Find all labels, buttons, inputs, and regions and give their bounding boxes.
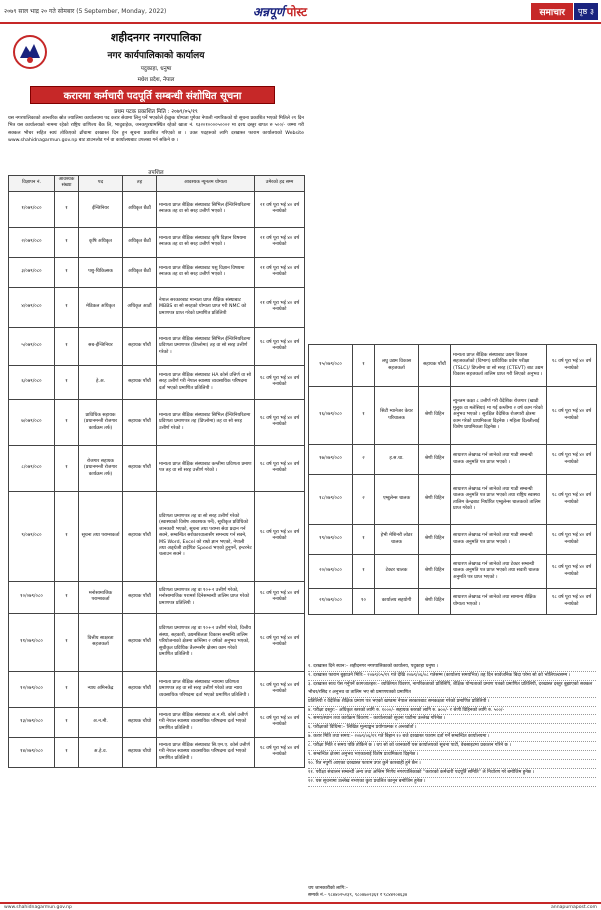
cell-level: सहायक पाँचौं [123,365,157,399]
cell-age-limit: १८ वर्ष पूरा भई ४० वर्ष ननाघेको [547,589,597,615]
cell-age-limit: १८ वर्ष पूरा भई ४० वर्ष ननाघेको [547,525,597,555]
cell-qualification: मान्यता प्राप्त शैक्षिक संस्थाबाट सि.एम.ए. कोर्स उत्तीर्ण गरी नेपाल स्वास्थ्य व्यवसायिक परिषदमा दर्ता भएको प्रमाणित प्रतिलिपी । [157,737,255,767]
cell-level: सहायक पाँचौं [123,491,157,581]
cell-age-limit: २१ वर्ष पूरा भई ४० वर्ष ननाघेको [255,227,305,257]
cell-ad-no: ३/०७९/०८० [9,257,55,287]
contact-info [308,885,596,899]
cell-count: १ [353,387,375,445]
masthead [0,0,601,24]
cell-post: कृषि अधिकृत [79,227,123,257]
table-row [309,589,597,615]
cell-qualification: साधारण लेखपढ गर्न जानेको तथा गाडी सम्बन्धी चालक अनुमति पत्र प्राप्त भएको तथा राष्ट्रिय स्वास्थ्य तालिम केन्द्रबाट निर्धारित एम्बुलेन्स चालकको तालिम प्राप्त गरेको । [451,475,547,525]
cell-level: सहायक पाँचौं [419,345,451,387]
note-item: ७. करार मिति तथा समय:– २०७९/०६/१९ गते बिहान १० बजे दरखास्त फाराम दर्ता गर्ने सम्बन्धित कार्यालयमा । [308,733,596,742]
cell-count: १ [55,707,79,737]
cell-post: सिटी म्यानेजर केयर परिचालक [375,387,419,445]
cell-age-limit: १८ वर्ष पूरा भई ४० वर्ष ननाघेको [255,365,305,399]
cell-count: १ [353,345,375,387]
cell-level: सहायक पाँचौं [123,581,157,613]
table-row [9,365,305,399]
cell-level: सहायक चौथो [123,707,157,737]
vacancy-table-right [308,344,597,615]
cell-level: सहायक पाँचौं [123,445,157,491]
office-name: नगर कार्यपालिकाको कार्यालय [107,51,205,61]
cell-post: पशु-चिकित्सक [79,257,123,287]
note-item: ९. सम्बन्धित क्षेत्रमा अनुभव भएकालाई विशेष प्राथमिकता दिइनेछ । [308,751,596,760]
cell-ad-no: १८/०७९/०८० [309,475,353,525]
table-row [9,613,305,671]
cell-age-limit: १८ वर्ष पूरा भई ४० वर्ष ननाघेको [255,581,305,613]
newspaper-logo[interactable] [245,1,315,21]
cell-ad-no: १३/०७९/०८० [9,707,55,737]
cell-level: अधिकृत छैठौं [123,191,157,227]
location: पदुकाहा, धनुषा [140,66,172,72]
cell-ad-no: १९/०७९/०८० [309,525,353,555]
cell-post: न्याय अमिनकेंद्र [79,671,123,707]
cell-ad-no: ५/०७९/०८० [9,327,55,365]
contact-phones: सम्पर्क नं.– ९८४४०२५२३९, ९८०४७०२३६१ र ९८४४२०४६३४ [308,893,408,898]
cell-ad-no: ६/०७९/०८० [9,365,55,399]
cell-level: अधिकृत आठौं [123,287,157,327]
cell-ad-no: ९/०७९/०८० [9,491,55,581]
cell-post: एम्बुलेन्स चालक [375,475,419,525]
cell-count: १ [55,671,79,707]
cell-level: सहायक पाँचौं [123,327,157,365]
cell-level: अधिकृत छैठौं [123,257,157,287]
cell-ad-no: ७/०७९/०८० [9,399,55,445]
table-row [9,491,305,581]
footer-website[interactable]: www.shahidnagarmun.gov.np [4,904,72,910]
cell-qualification: साधारण लेखपढ गर्न जानेको तथा टेक्टर सम्बन्धी चालक अनुमति पत्र प्राप्त भएको तथा सवारी चालक अनुमति पत्र प्राप्त भएको । [451,555,547,589]
cell-post: मेडिकल अधिकृत [79,287,123,327]
table-title: तपशिल [148,170,164,176]
cell-qualification: साधारण लेखपढ गर्न जानेको तथा गाडी सम्बन्धी चालक अनुमति पत्र प्राप्त भएको । [451,445,547,475]
cell-post: वित्तीय साक्षरता सहजकर्ता [79,613,123,671]
note-item: ८. परीक्षा मिति र समय पछि तोकिने छ । थप सो को जानकारी यस कार्यालयको सूचना पाटी, वेबसाइटमा प्रकाशन गरिने छ । [308,742,596,751]
page-number: पृष्ठ ३ [574,3,598,20]
cell-qualification: मान्यता प्राप्त शैक्षिक संस्थाबाट सिभिल ईन्जिनियरिङमा प्रविणता प्रमाणपत्र तह (डिप्लोमा) तह वा सो सरह उत्तीर्ण गरेको । [157,399,255,445]
cell-age-limit: १८ वर्ष पूरा भई ४० वर्ष ननाघेको [255,707,305,737]
table-row [9,191,305,227]
cell-qualification: न्युनतम कक्षा ८ उत्तीर्ण गरी वैदेशिक रोजगार (खाडी मुलुक वा मलेसिया) मा गई कम्तीमा २ वर्ष काम गरेको अनुभव भएको । सुरक्षित वैदेशिक रोजगारी क्षेत्रमा काम गरेको प्राथमिकता दिइनेछ । महिला दिलतीलाई विशेष प्राथमिकता दिइनेछ । [451,387,547,445]
cell-post: मनोसामाजिक पराम्शकर्ता [79,581,123,613]
cell-ad-no: १७/०७९/०८० [309,445,353,475]
cell-post: अ.न.मी. [79,707,123,737]
cell-count: १ [55,191,79,227]
table-row [9,707,305,737]
cell-level: सहायक पाँचौं [123,671,157,707]
table-row [9,581,305,613]
cell-age-limit: २१ वर्ष पूरा भई ४० वर्ष ननाघेको [255,191,305,227]
note-item: ५. समय/स्थान तथा कार्यक्रम विवरण:– कार्यालयको सूचना पाटीमा उल्लेख गरिनेछ । [308,715,596,724]
cell-count: २ [353,475,375,525]
cell-qualification: मान्यता प्राप्त शैक्षिक संस्थाबाट सिभिल ईन्जिनियरिङमा प्रविणता प्रमाणपत्र (डिप्लोमा) तह वा सो सरह उत्तीर्ण गरेको । [157,327,255,365]
note-item: १०. रित नपुगी आएका दरखास्त फाराम उपर कुनै कारबाही हुने छैन । [308,760,596,769]
cell-level: अधिकृत छैठौं [123,227,157,257]
cell-level: सहायक पाँचौं [123,613,157,671]
table-row [9,257,305,287]
cell-count: १ [55,287,79,327]
cell-level: श्रेणी विहिन [419,445,451,475]
cell-qualification: मान्यता प्राप्त शैक्षिक संस्थाबाट न्यायमा प्रविणता प्रमाणपत्र तह वा सो सरह उत्तीर्ण गरेको तथा न्याय व्यवसायिक परिषदमा दर्ता भएको प्रमाणित प्रतिलिपी । [157,671,255,707]
table-row [309,445,597,475]
cell-ad-no: १२/०७९/०८० [9,671,55,707]
table-row [9,737,305,767]
table-row [309,387,597,445]
cell-age-limit: १८ वर्ष पूरा भई ४० वर्ष ननाघेको [547,475,597,525]
cell-level: श्रेणी विहिन [419,475,451,525]
cell-age-limit: १८ वर्ष पूरा भई ४० वर्ष ननाघेको [547,555,597,589]
cell-age-limit: १८ वर्ष पूरा भई ४० वर्ष ननाघेको [547,387,597,445]
cell-post: रोजगार सहायक (प्रधानमन्त्री रोजगार कार्यक्रम तर्फ) [79,445,123,491]
cell-post: कार्यालय सहयोगी [375,589,419,615]
cell-ad-no: १४/०७९/०८० [9,737,55,767]
logo-text: अन्नपूर्ण [252,4,285,19]
cell-count: १ [55,445,79,491]
cell-count: १ [55,327,79,365]
table-row [9,671,305,707]
cell-post: सब-ईन्जिनियर [79,327,123,365]
cell-ad-no: १०/०७९/०८० [9,581,55,613]
cell-level: श्रेणी विहिन [419,555,451,589]
section-label[interactable]: समाचार [531,3,573,20]
cell-qualification: मान्यता प्राप्त शैक्षिक संस्थाबाट पशु विज्ञान विषयमा स्नातक तह वा सो सरह उत्तीर्ण भएको । [157,257,255,287]
table-row [9,399,305,445]
cell-count: १ [55,491,79,581]
cell-level: श्रेणी विहिन [419,589,451,615]
cell-post: हेभी मेशिनरी लोडर चालक [375,525,419,555]
vacancy-table-left [8,175,305,768]
cell-qualification: साधारण लेखपढ गर्न जानेको तथा गाडी सम्बन्धी चालक अनुमति पत्र प्राप्त भएको । [451,525,547,555]
cell-level: सहायक चौथो [123,737,157,767]
cell-qualification: मान्यता प्राप्त शैक्षिक संस्थाबाट सिभिल ईन्जिनियरिङमा स्नातक तह वा सो सरह उत्तीर्ण भएको । [157,191,255,227]
cell-qualification: प्रविणता प्रमाणपत्र तह वा १०+२ उत्तीर्ण गरेको, वित्तीय संस्था, सहकारी, उद्यमशिलता विकास सम्बन्धि तालिम परियोजनाको क्षेत्रमा कम्तिमा २ वर्षको अनुभव भएको, सूचीकृत प्रविधिक तैलग्नसँग क्षेत्रमा काम गरेको प्रमाणित प्रतिलिपी । [157,613,255,671]
table-row [309,345,597,387]
note-item: ४. परीक्षा दस्तुर:– अधिकृत स्तरको लागि रु. १०००/- सहायक स्तरको लागि रु. ७००/- र श्रेणी विहिनको लागि रु. ५००/- [308,707,596,716]
page-footer [0,902,601,910]
cell-post: ईन्जिनियर [79,191,123,227]
cell-qualification: मान्यता प्राप्त शैक्षिक संस्थाबाट HA कोर्स उत्तिर्ण वा सो सरह उत्तीर्ण गरी नेपाल स्वास्थ्य व्यवसायिक परिषदमा दर्ता भएको प्रमाणित प्रतिलिपी । [157,365,255,399]
cell-age-limit: १८ वर्ष पूरा भई ४० वर्ष ननाघेको [547,345,597,387]
table-header-row [9,176,305,192]
publication-date: प्रथम पटक प्रकाशित मिति : २०७९/०५/१९ [114,109,198,115]
notice-title-banner: करारमा कर्मचारी पदपूर्ति सम्बन्धी संशोधित सूचना [30,86,275,104]
cell-count: १ [55,399,79,445]
contact-heading: थप जानकारीको लागि:– [308,886,349,891]
province: मधेश प्रदेश, नेपाल [137,77,175,83]
cell-count: १ [353,555,375,589]
intro-paragraph: यस नगरपालिकाको आन्तरिक स्रोत ज्यालिमा कार्यालयमा पद करार सेवामा लिनु पर्ने भएकोले ईच्छुक योग्यता पुगेका नेपाली नागरिकको यो सूचना प्रकाशित भएको मितिले २१ दिन भित्र यस कार्यालयको नाममा रहेको राष्ट्रिय वाणिज्य बैंक लि, भादुवाहेक, जनकपुरधामस्थित रहेको खाता नं. १३२०१००००५०००२ मा दरथ दस्तुर बापत रु ५००/- जम्मा गरी सक्कल भौचर सहित स्वयं तोकिएको ढाँचामा दरखास्त दिन हुन सूचना प्रकाशित गरिएको छ । उक्त पदहरुको लागि दरखास्त फाराम कार्यालयको Website www.shahidnagarmun.gov.np बाट डाउनलोड गर्न वा कार्यालयबाट उपलब्ध गर्न सकिने छ । [8,116,304,144]
cell-age-limit: १८ वर्ष पूरा भई ४० वर्ष ननाघेको [255,445,305,491]
table-row [309,525,597,555]
logo-suffix: पोस्ट [286,4,308,19]
cell-count: १० [353,589,375,615]
cell-ad-no: ८/०७९/०८० [9,445,55,491]
cell-count: १ [353,525,375,555]
cell-post: टेक्टर चालक [375,555,419,589]
cell-qualification: मान्यता प्राप्त शैक्षिक संस्थाबाट उद्यम विकास सहजकर्ताको (विभाग) प्राविधिक प्रवेश परीक्षा (TSLC)/ डिप्लोमा वा सो सरह (CTEVT) बाट उद्यम विकास सहजकर्ता तालिम प्राप्त गरी लिएको अनुभव । [451,345,547,387]
cell-age-limit: २१ वर्ष पूरा भई ४० वर्ष ननाघेको [255,257,305,287]
cell-count: १ [55,227,79,257]
cell-count: १ [55,581,79,613]
cell-qualification: प्रविणता प्रमाणपत्र तह वा सो सरह उत्तीर्ण गरेको (स्वास्थ्यको विशेष आवश्यक पर्ने), सूचीकृत प्रविधिको जानकारी भएको, सूचना तथा पराम्श सेवा प्रदान गर्न सक्ने, सम्बन्धित सरोकारवालासँग समन्वय गर्न सक्ने, MS Word, Excel को राम्रो ज्ञान भएको, नेपाली तथा अङ्ग्रेजी टाईपिङ Speed भएको हुनुपर्ने, इन्टरनेट चलाउन सक्ने । [157,491,255,581]
cell-level: सहायक पाँचौं [123,399,157,445]
col-header-qualification: आवश्यक न्यूनतम योग्यता [157,176,255,192]
table-row [9,227,305,257]
cell-age-limit: १८ वर्ष पूरा भई ४० वर्ष ननाघेको [255,671,305,707]
cell-count: १ [55,737,79,767]
cell-count: २ [353,445,375,475]
note-item: ३. दरखास्त साथ पेस गर्नुपर्ने कागजातहरु:– व्यक्तिगत विवरण, नागरिकताको प्रतिलिपि, शैक्षिक योग्यताको प्रमाण पत्रको प्रमाणित प्रतिलिपी, दरखास्त दस्तुर बुझाएको सक्कल भौचर/रसिद र अनुभव वा तालिम भए सो प्रमाणपत्रको प्रमाणित [308,681,596,698]
cell-qualification: मान्यता प्राप्त शैक्षिक संस्थाबाट कम्तीमा प्रविणता प्रमाण पत्र तह वा सो सरह उत्तीर्ण गरेको । [157,445,255,491]
note-item: ६. परीक्षाको विधिमा:– लिखित मूल्याङ्कन प्रयोगात्मक र अन्तर्वार्ता । [308,724,596,733]
cell-count: १ [55,257,79,287]
footer-right[interactable]: annapurnapost.com [550,904,597,910]
issue-date: २०७९ साल भाद्र २० गते सोमबार (5 September, Monday, 2022) [4,8,167,15]
col-header-level: तह [123,176,157,192]
cell-qualification: मान्यता प्राप्त शैक्षिक संस्थाबाट कृषि विज्ञान विषयमा स्नातक तह वा सो सरह उत्तीर्ण भएको । [157,227,255,257]
col-header-count: आवश्यक संख्या [55,176,79,192]
table-row [309,555,597,589]
cell-age-limit: १८ वर्ष पूरा भई ४० वर्ष ननाघेको [255,613,305,671]
cell-qualification: प्रविणता प्रमाणपत्र तह वा १०+२ उत्तीर्ण गरेको, मनोसामाजिक परामर्श दिनेसम्बन्धी तालिम प्राप्त गरेको प्रमाणपत्र प्रतिलिपी । [157,581,255,613]
cell-level: श्रेणी विहिन [419,525,451,555]
cell-post: लघु उद्यम विकास सहजकर्ता [375,345,419,387]
col-header-ad-no: विज्ञापन नं. [9,176,55,192]
cell-age-limit: १८ वर्ष पूरा भई ४० वर्ष ननाघेको [255,491,305,581]
cell-qualification: साधारण लेखपढ गर्न जानेको तथा सामान्य शैक्षिक योग्यता भएको । [451,589,547,615]
note-item: प्रतिलिपी र वैदेशिक शैक्षिक प्रमाण पत्र भएको खण्डमा नेपाल सरकारबाट समकक्षता गरेको प्रमाणित प्रतिलिपी । [308,698,596,707]
cell-level: श्रेणी विहिन [419,387,451,445]
note-item: १. दरखास्त दिने स्थान:– शहीदनगर नगरपालिकाको कार्यालय, पदुकाहा धनुषा । [308,663,596,672]
cell-ad-no: १५/०७९/०८० [309,345,353,387]
note-item: २. दरखास्त फाराम बुझाउने मिति:– २०७९/०५/१९ गते देखि २०७९/०६/०८ गतेसम्म (कार्यालय समयभित्र) तह दिन सार्वजनिक बिदा परेमा सो को भोलिपल्टसम्म । [308,672,596,681]
col-header-post: पद [79,176,123,192]
cell-post: अ.हे.व. [79,737,123,767]
cell-age-limit: १८ वर्ष पूरा भई ४० वर्ष ननाघेको [255,399,305,445]
note-item: ११. परीक्षा संचालन सम्बन्धी अन्य तथा अन्तिम निर्णय नगरपालिकाको “करारको कर्मचारी पदपूर्ति समिति” ले निर्धारण गरे बमोजिम हुनेछ । [308,769,596,778]
cell-count: १ [55,365,79,399]
cell-ad-no: ४/०७९/०८० [9,287,55,327]
table-row [9,327,305,365]
cell-post: सूचना तथा पराम्शकर्ता [79,491,123,581]
cell-age-limit: १८ वर्ष पूरा भई ४० वर्ष ननाघेको [255,327,305,365]
org-name: शहीदनगर नगरपालिका [110,31,202,44]
cell-age-limit: १८ वर्ष पूरा भई ४० वर्ष ननाघेको [255,737,305,767]
cell-qualification: नेपाल सरकारबाट मान्यता प्राप्त शैक्षिक संस्थाबाट MBBS वा सो सरहको योग्यता प्राप्त गरी NMC को प्रमाणपत्र प्राप्त गरेको प्रमाणित प्रतिलिपी [157,287,255,327]
cell-qualification: मान्यता प्राप्त शैक्षिक संस्थाबाट अ.न.मी. कोर्स उत्तीर्ण गरी नेपाल स्वास्थ्य व्यवसायिक परिषदमा दर्ता भएको प्रमाणित प्रतिलिपी । [157,707,255,737]
table-row [9,287,305,327]
table-row [309,475,597,525]
cell-ad-no: २/०७९/०८० [9,227,55,257]
cell-count: १ [55,613,79,671]
cell-post: ह.स.चा. [375,445,419,475]
nepal-emblem-icon [12,34,48,70]
cell-age-limit: २१ वर्ष पूरा भई ४० वर्ष ननाघेको [255,287,305,327]
table-row [9,445,305,491]
notes-list [308,663,596,787]
cell-post: प्राविधिक सहायक (प्रधानमन्त्री रोजगार कार्यक्रम तर्फ) [79,399,123,445]
cell-ad-no: १६/०७९/०८० [309,387,353,445]
col-header-age-limit: उमेरको हद सम्म [255,176,305,192]
note-item: १२. यस सूचनामा उल्लेख नभएका कुरा प्रचलित कानून बमोजिम हुनेछ । [308,778,596,787]
cell-ad-no: १/०७९/०८० [9,191,55,227]
cell-age-limit: १८ वर्ष पूरा भई ४० वर्ष ननाघेको [547,445,597,475]
cell-ad-no: ११/०७९/०८० [9,613,55,671]
cell-ad-no: २०/०७९/०८० [309,555,353,589]
cell-post: हे.अ. [79,365,123,399]
cell-ad-no: २१/०७९/०८० [309,589,353,615]
